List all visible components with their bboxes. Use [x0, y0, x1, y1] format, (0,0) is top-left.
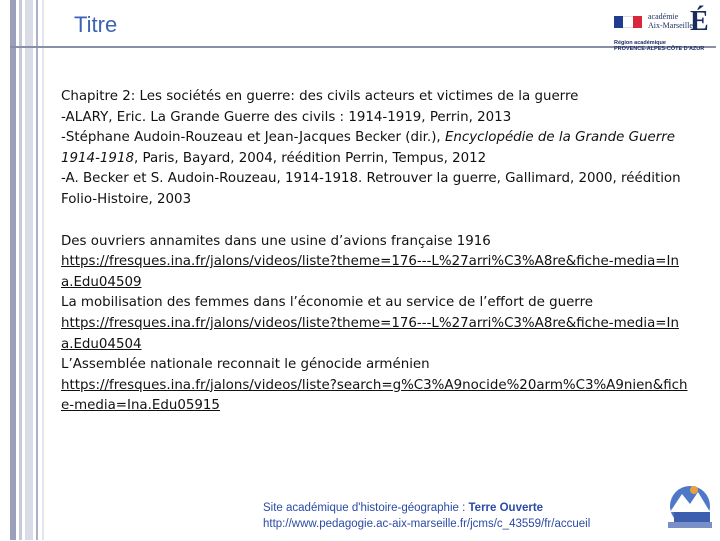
bibliography-item: -Stéphane Audoin-Rouzeau et Jean-Jacques Becker (dir.), Encyclopédie de la Grande Guerre 1914-1918, Paris, Bayard, 2004, réédition Perrin, Tempus, 2012: [61, 130, 675, 166]
footer-site-line: Site académique d'histoire-géographie : Terre Ouverte: [263, 502, 544, 514]
video-link[interactable]: https://fresques.ina.fr/jalons/videos/liste?search=g%C3%A9nocide%20arm%C3%A9nien&fiche-media=Ina.Edu05915: [61, 377, 688, 414]
video-caption: L’Assemblée nationale reconnait le génocide arménien: [61, 357, 430, 373]
video-link[interactable]: https://fresques.ina.fr/jalons/videos/liste?theme=176---L%27arri%C3%A8re&fiche-media=Ina.Edu04509: [61, 254, 679, 290]
chapter-title: Chapitre 2: Les sociétés en guerre: des civils acteurs et victimes de la guerre: [61, 89, 579, 104]
academie-e-mark-icon: É: [690, 6, 709, 37]
decor-bar: [42, 0, 44, 540]
video-caption: Des ouvriers annamites dans une usine d’avions française 1916: [61, 233, 491, 249]
region-academique: Région académique PROVENCE-ALPES-CÔTE D'AZUR: [614, 40, 705, 52]
decor-bar: [10, 0, 16, 540]
slide-body: [61, 87, 691, 417]
footer: [263, 500, 590, 532]
left-decorative-bars: [10, 0, 50, 540]
academie-logo: [612, 6, 712, 50]
footer-url[interactable]: http://www.pedagogie.ac-aix-marseille.fr/jcms/c_43559/fr/accueil: [263, 518, 591, 530]
decor-bar: [19, 0, 22, 540]
academie-name: académie Aix-Marseille: [648, 12, 693, 30]
french-flag-icon: [614, 16, 642, 28]
terre-ouverte-logo-icon: [650, 482, 714, 536]
decor-bar: [36, 0, 38, 540]
bibliography-item: -ALARY, Eric. La Grande Guerre des civils : 1914-1919, Perrin, 2013: [61, 109, 512, 125]
decor-bar: [25, 0, 33, 540]
slide-title[interactable]: Titre: [74, 12, 118, 37]
title-underline: [10, 46, 716, 48]
bibliography-item: -A. Becker et S. Audoin-Rouzeau, 1914-1918. Retrouver la guerre, Gallimard, 2000, réédition Folio-Histoire, 2003: [61, 171, 681, 207]
video-link[interactable]: https://fresques.ina.fr/jalons/videos/liste?theme=176---L%27arri%C3%A8re&fiche-media=Ina.Edu04504: [61, 315, 679, 352]
video-caption: La mobilisation des femmes dans l’économie et au service de l’effort de guerre: [61, 295, 594, 311]
